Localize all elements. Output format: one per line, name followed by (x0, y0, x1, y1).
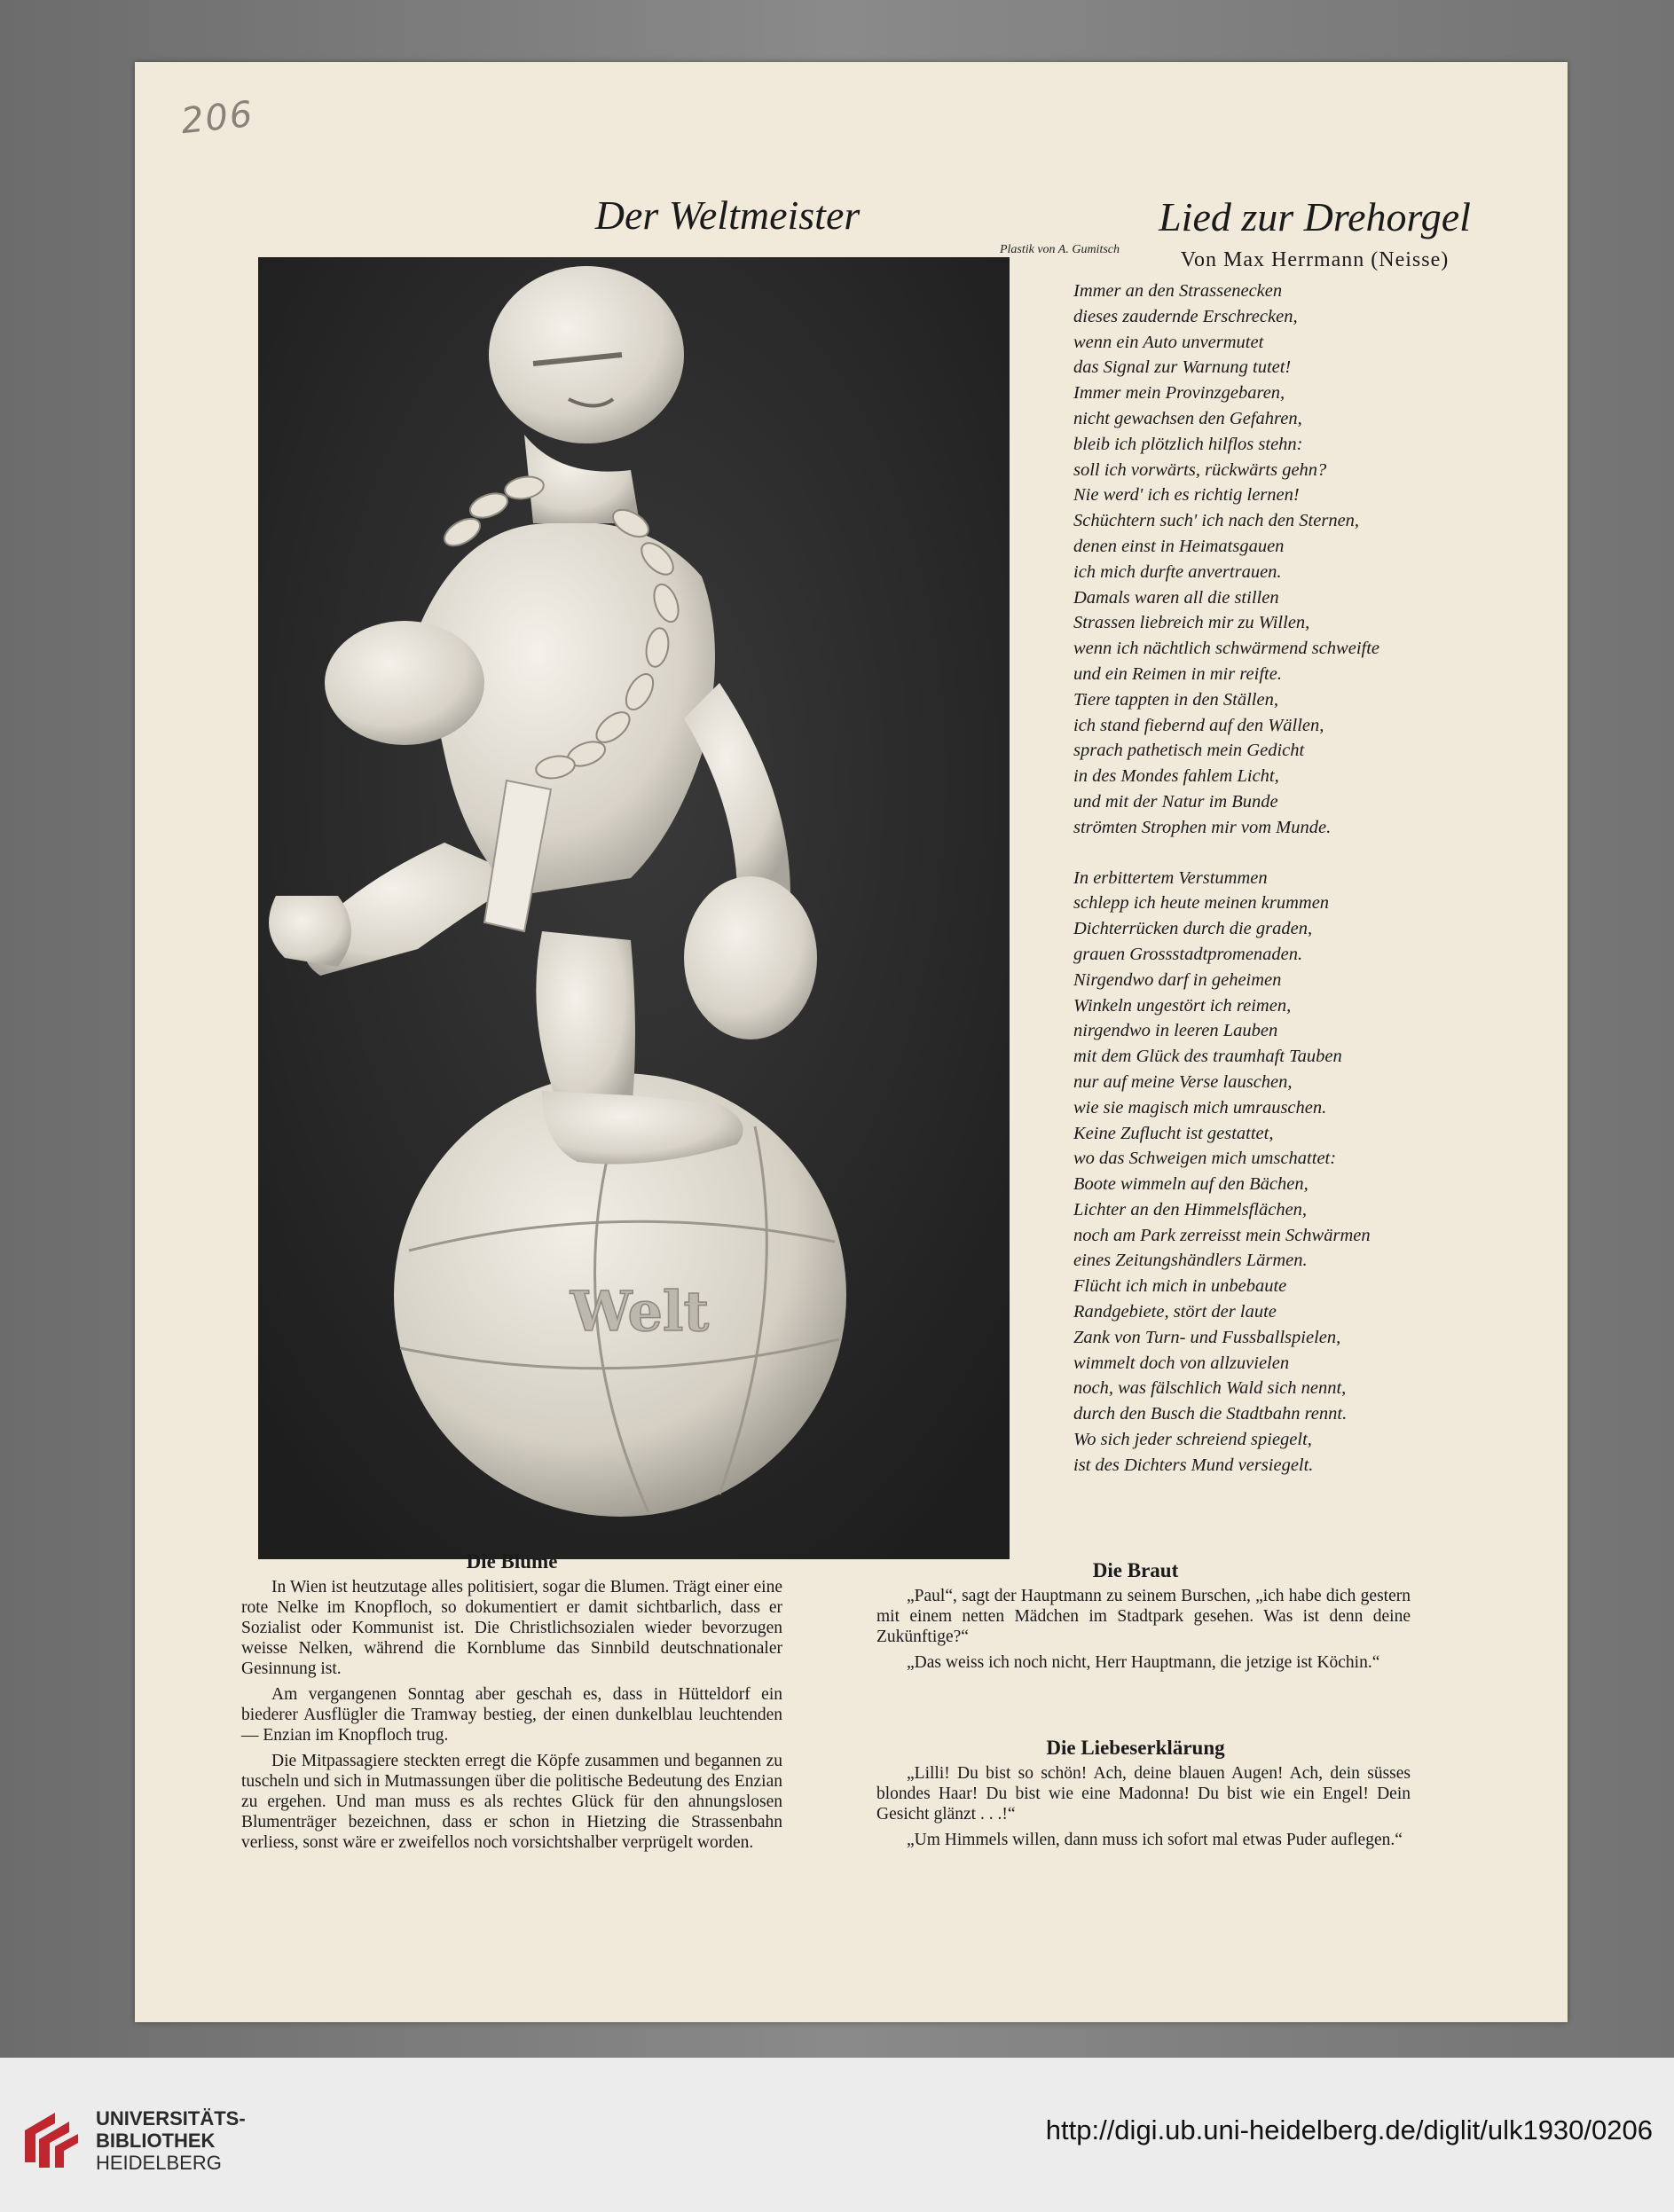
poem-line: grauen Grossstadtpromenaden. (1073, 944, 1303, 964)
liebeserklaerung-article (876, 1763, 1411, 1855)
poem-line: soll ich vorwärts, rückwärts gehn? (1073, 459, 1327, 480)
poem-line: Winkeln ungestört ich reimen, (1073, 995, 1292, 1016)
poem-line: bleib ich plötzlich hilflos stehn: (1073, 434, 1303, 454)
poem-line: Flücht ich mich in unbebaute (1073, 1276, 1287, 1297)
poem-body (1073, 278, 1535, 1503)
poem-line: Schüchtern such' ich nach den Sternen, (1073, 511, 1360, 531)
permalink-url[interactable]: http://digi.ub.uni-heidelberg.de/diglit/ulk1930/0206 (1045, 2114, 1653, 2145)
poem-line: in des Mondes fahlem Licht, (1073, 766, 1279, 787)
library-name-line2: BIBLIOTHEK (96, 2130, 216, 2152)
poem-byline: Von Max Herrmann (Neisse) (1180, 248, 1450, 271)
poem-line: Wo sich jeder schreiend spiegelt, (1073, 1430, 1312, 1450)
poem-stanza (1073, 278, 1535, 841)
boxer-statue-photo (258, 257, 1010, 1559)
photo-credit: Plastik von A. Gumitsch (999, 243, 1120, 256)
poem-line: mit dem Glück des traumhaft Tauben (1073, 1047, 1342, 1067)
poem-line: wimmelt doch von allzuvielen (1073, 1353, 1290, 1373)
poem-line: sprach pathetisch mein Gedicht (1073, 741, 1305, 761)
article-paragraph: Die Mitpassagiere steckten erregt die Köpfe zusammen und begannen zu tuscheln und sich in Mutmassungen über die politische Bedeutung des Enzian zu ergehen. Und man muss es als rechtes Glück für den ahnungslosen Blumenträger bezeichnen, dass er schon in Hietzing die Strassenbahn verliess, sonst wäre er zweifellos noch vorsichtshalber verprügelt worden. (241, 1752, 782, 1852)
poem-line: strömten Strophen mir vom Munde. (1073, 817, 1332, 837)
poem-line: wie sie magisch mich umrauschen. (1073, 1097, 1327, 1118)
poem-line: wo das Schweigen mich umschattet: (1073, 1149, 1337, 1169)
poem-line: dieses zaudernde Erschrecken, (1073, 306, 1298, 326)
poem-line: Boote wimmeln auf den Bächen, (1073, 1174, 1309, 1195)
poem-line: noch, was fälschlich Wald sich nennt, (1073, 1378, 1347, 1399)
globe-label: Welt (570, 1279, 710, 1344)
braut-title: Die Braut (1092, 1559, 1179, 1581)
poem-line: In erbittertem Verstummen (1073, 867, 1268, 888)
article-paragraph: Am vergangenen Sonntag aber geschah es, dass in Hütteldorf ein biederer Ausflügler die Tramway bestieg, der einen dunkelblau leuchtenden — Enzian im Knopfloch trug. (241, 1685, 782, 1745)
poem-line: ich stand fiebernd auf den Wällen, (1073, 715, 1324, 735)
poem-line: Strassen liebreich mir zu Willen, (1073, 613, 1310, 633)
poem-line: eines Zeitungshändlers Lärmen. (1073, 1251, 1308, 1271)
liebeserklaerung-title: Die Liebeserklärung (1046, 1737, 1225, 1759)
poem-line: das Signal zur Warnung tutet! (1073, 357, 1292, 378)
article-paragraph: „Das weiss ich noch nicht, Herr Hauptmann, die jetzige ist Köchin.“ (907, 1653, 1380, 1672)
article-paragraph: „Lilli! Du bist so schön! Ach, deine blauen Augen! Ach, dein süsses blondes Haar! Du bist wie eine Madonna! Du bist wie ein Engel! Dein Gesicht glänzt . . .!“ (876, 1764, 1411, 1824)
poem-line: ist des Dichters Mund versiegelt. (1073, 1455, 1314, 1475)
poem-line: Keine Zuflucht ist gestattet, (1073, 1123, 1274, 1143)
blume-title: Die Blume (466, 1550, 558, 1573)
blume-article (241, 1577, 782, 1858)
poem-line: Lichter an den Himmelsflächen, (1073, 1199, 1308, 1220)
left-article-title: Der Weltmeister (594, 192, 861, 238)
poem-line: wenn ein Auto unvermutet (1073, 332, 1264, 352)
poem-line: Immer mein Provinzgebaren, (1073, 383, 1285, 404)
poem-line: Nie werd' ich es richtig lernen! (1073, 485, 1300, 506)
poem-title: Lied zur Drehorgel (1159, 194, 1471, 239)
poem-line: ich mich durfte anvertrauen. (1073, 561, 1282, 582)
poem-line: Immer an den Strassenecken (1073, 281, 1283, 301)
boxer-statue-illustration (258, 257, 1010, 1559)
library-name[interactable] (96, 2107, 246, 2174)
poem-stanza (1073, 866, 1535, 1479)
poem-line: Zank von Turn- und Fussballspielen, (1073, 1327, 1341, 1347)
article-paragraph: „Paul“, sagt der Hauptmann zu seinem Burschen, „ich habe dich gestern mit einem netten Mädchen im Stadtpark gesehen. Was ist denn deine Zukünftige?“ (876, 1587, 1411, 1646)
poem-line: Nirgendwo darf in geheimen (1073, 969, 1282, 990)
library-name-line1: UNIVERSITÄTS- (96, 2107, 246, 2130)
article-paragraph: In Wien ist heutzutage alles politisiert, sogar die Blumen. Trägt einer eine rote Nelke im Knopfloch, so dokumentiert er damit sichtbarlich, dass er Sozialist oder Kommunist ist. Die Christlichsozialen wieder bevorzugen weisse Nelken, während die Kornblume das Sinnbild deutschnationaler Gesinnung ist. (241, 1578, 782, 1678)
poem-line: und mit der Natur im Bunde (1073, 791, 1278, 812)
handwritten-page-number: 206 (178, 93, 256, 143)
braut-article (876, 1586, 1411, 1678)
ub-heidelberg-logo-icon[interactable] (16, 2104, 83, 2171)
poem-line: nicht gewachsen den Gefahren, (1073, 408, 1302, 428)
magazine-page (135, 62, 1568, 2022)
poem-line: Tiere tappten in den Ställen, (1073, 689, 1278, 710)
poem-line: Randgebiete, stört der laute (1073, 1302, 1277, 1322)
poem-line: Dichterrücken durch die graden, (1073, 919, 1313, 939)
library-footer (0, 2058, 1674, 2212)
poem-line: wenn ich nächtlich schwärmend schweifte (1073, 639, 1380, 659)
poem-line: nur auf meine Verse lauschen, (1073, 1071, 1293, 1092)
article-paragraph: „Um Himmels willen, dann muss ich sofort mal etwas Puder auflegen.“ (907, 1831, 1403, 1849)
library-name-line3: HEIDELBERG (96, 2152, 222, 2174)
poem-line: nirgendwo in leeren Lauben (1073, 1021, 1278, 1041)
poem-line: schlepp ich heute meinen krummen (1073, 893, 1330, 914)
poem-line: durch den Busch die Stadtbahn rennt. (1073, 1404, 1348, 1424)
poem-line: denen einst in Heimatsgauen (1073, 536, 1285, 556)
poem-line: noch am Park zerreisst mein Schwärmen (1073, 1225, 1371, 1245)
poem-line: Damals waren all die stillen (1073, 587, 1279, 608)
poem-line: und ein Reimen in mir reifte. (1073, 663, 1282, 684)
